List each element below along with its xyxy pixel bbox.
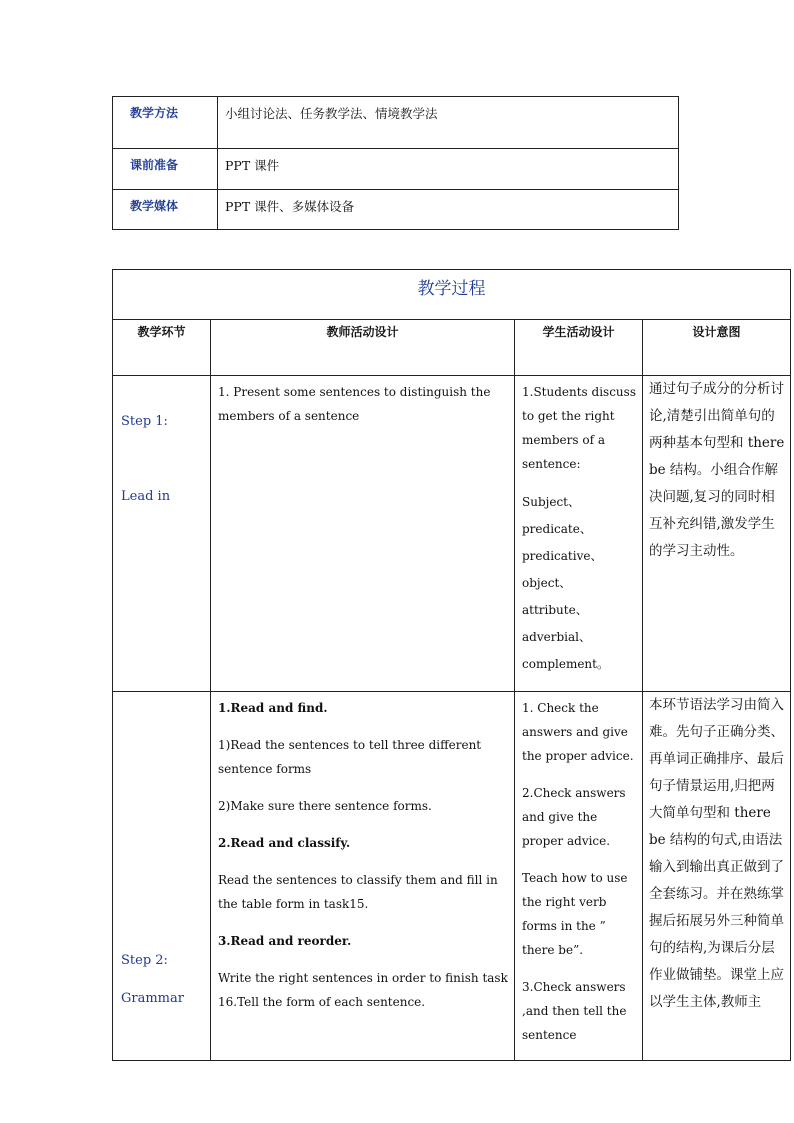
process-title-row [113,270,791,320]
step2-stage-cell [113,692,211,1061]
meta-row-media [113,190,679,230]
step2-student-text-2: 2.Check answers and give the proper advice. [522,786,626,848]
header-student-activity: 学生活动设计 [515,320,643,376]
step2-student-activity [515,692,643,1061]
step2-row [113,692,791,1061]
step1-stage-cell [113,376,211,692]
step2-design-intent: 本环节语法学习由简入难。先句子正确分类、再单词正确排序、最后句子情景运用,归把两大简单句型和 there be 结构的句式,由语法输入到输出真正做到了全套练习。并在熟练掌握后拓展另外三种简单句的结构,为课后分层作业做铺垫。课堂上应以学生主体,教师主 [643,692,791,1061]
meta-value: 小组讨论法、任务教学法、情境教学法 [218,97,679,149]
process-title: 教学过程 [113,270,791,320]
header-design-intent: 设计意图 [643,320,791,376]
meta-label: 教学媒体 [113,190,218,230]
task1-heading: 1.Read and find. [218,701,328,715]
meta-row-method [113,97,679,149]
step2-student-text-1: 1. Check the answers and give the proper advice. [522,701,634,763]
teaching-process-table [112,269,791,1061]
step1-student-text: 1.Students discuss to get the right members of a sentence: [522,385,636,471]
meta-row-preparation [113,149,679,190]
step1-name: Lead in [121,489,171,504]
step1-teacher-text: 1. Present some sentences to distinguish the members of a sentence [218,385,491,423]
task3-instruction: Write the right sentences in order to finish task 16.Tell the form of each sentence. [218,971,508,1009]
step2-label: Step 2: [121,953,168,968]
task1-instruction-a: 1)Read the sentences to tell three different sentence forms [218,738,482,776]
meta-value: PPT 课件 [218,149,679,190]
step1-student-members: Subject、predicate、predicative、object、attribute、adverbial、complement。 [522,495,609,671]
header-teacher-activity: 教师活动设计 [211,320,515,376]
task1-instruction-b: 2)Make sure there sentence forms. [218,799,432,813]
teaching-info-table [112,96,679,230]
task2-heading: 2.Read and classify. [218,836,351,850]
meta-label: 教学方法 [113,97,218,149]
header-stage: 教学环节 [113,320,211,376]
process-header-row [113,320,791,376]
step1-student-activity [515,376,643,692]
step2-name: Grammar [121,991,184,1006]
step2-student-text-4: 3.Check answers ,and then tell the sentence [522,980,627,1042]
step1-teacher-activity [211,376,515,692]
step2-teacher-activity [211,692,515,1061]
step1-design-intent: 通过句子成分的分析讨论,清楚引出简单句的两种基本句型和 there be 结构。小组合作解决问题,复习的同时相互补充纠错,激发学生的学习主动性。 [643,376,791,692]
meta-value: PPT 课件、多媒体设备 [218,190,679,230]
step1-row [113,376,791,692]
step1-label: Step 1: [121,414,168,429]
step2-student-text-3: Teach how to use the right verb forms in the ” there be”. [522,871,628,957]
meta-label: 课前准备 [113,149,218,190]
task3-heading: 3.Read and reorder. [218,934,352,948]
task2-instruction: Read the sentences to classify them and fill in the table form in task15. [218,873,498,911]
